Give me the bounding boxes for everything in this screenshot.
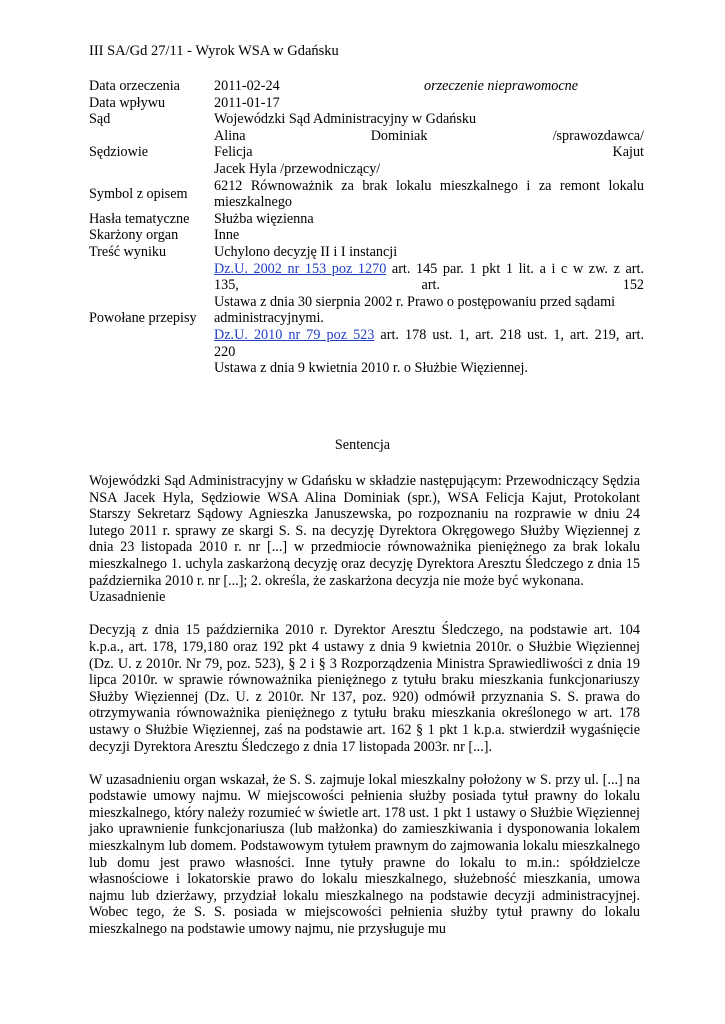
court-value: Wojewódzki Sąd Administracyjny w Gdańsku — [214, 111, 477, 128]
body-paragraph-3: W uzasadnieniu organ wskazał, że S. S. zajmuje lokal mieszkalny położony w S. przy ul. [...] na podstawie umowy najmu. W miejscowości pełnienia służby posiada tytuł prawny do lokalu mieszkalnego, który należy rozumieć w świetle art. 178 ust. 1 pkt 1 ustawy o Służbie Więziennej jako uprawnienie funkcjonariusza (lub małżonka) do zamieszkiwania i dysponowania lokalem mieszkalnym lub domem. Podstawowym tytułem prawnym do zajmowania lokalu mieszkalnego lub domu jest prawo własności. Inne tytuły prawne do lokalu to m.in.: spółdzielcze własnościowe i lokatorskie prawo do lokalu mieszkalnego, służebność mieszkania, umowa najmu lub dzierżawy, przydział lokalu mieszkalnego na podstawie decyzji administracyjnej. Wobec tego, że S. S. posiada w miejscowości pełnienia służby tytuł prawny do lokalu mieszkalnego na podstawie umowy najmu, nie przysługuje mu — [89, 771, 640, 938]
judge-line-1: Alina Dominiak /sprawozdawca/ — [214, 127, 644, 144]
case-metadata-table — [84, 78, 646, 377]
ref2-line: Dz.U. 2010 nr 79 poz 523 art. 178 ust. 1, art. 218 ust. 1, art. 219, art. — [214, 326, 644, 343]
judge-line-3: Jacek Hyla /przewodniczący/ — [214, 160, 381, 177]
organ-value: Inne — [214, 227, 240, 244]
ref1-line: Dz.U. 2002 nr 153 poz 1270 art. 145 par. 1 pkt 1 lit. a i c w zw. z art. — [214, 260, 645, 277]
ref1-line-2: 135, art. 152 — [214, 277, 644, 294]
section-title-sentencja: Sentencja — [334, 437, 391, 453]
refs-label: Powołane przepisy — [89, 310, 197, 327]
court-label: Sąd — [89, 111, 111, 128]
judges-label: Sędziowie — [89, 144, 149, 161]
body-paragraph-2: Decyzją z dnia 15 października 2010 r. Dyrektor Aresztu Śledczego, na podstawie art. 104 k.p.a., art. 178, 179,180 oraz 192 pkt 4 ustawy z dnia 9 kwietnia 2010r. o Służbie Więziennej (Dz. U. z 2010r. Nr 79, poz. 523), § 2 i § 3 Rozporządzenia Ministra Sprawiedliwości z dnia 19 lipca 2010r. w sprawie równoważnika pieniężnego z tytułu braku mieszkania funkcjonariuszy Służby Więziennej (Dz. U. z 2010r. Nr 137, poz. 920) odmówił przyznania S. S. prawa do otrzymywania równoważnika pieniężnego z tytułu braku mieszkania określonego w art. 178 ustawy o Służbie Więziennej, zaś na podstawie art. 162 § 1 pkt 1 k.p.a. stwierdził wygaśnięcie decyzji Dyrektora Aresztu Śledczego z dnia 17 listopada 2003r. nr [...]. — [89, 622, 640, 755]
ref2-continuation: 220 — [214, 343, 236, 360]
ref1-description: Ustawa z dnia 30 sierpnia 2002 r. Prawo o postępowaniu przed sądami administracyjnymi. — [214, 293, 616, 327]
meta-row-refs — [84, 261, 646, 377]
sentence-paragraph: Wojewódzki Sąd Administracyjny w Gdańsku w składzie następującym: Przewodniczący Sędzia NSA Jacek Hyla, Sędziowie WSA Alina Dominiak (spr.), WSA Felicja Kajut, Protokolant Starszy Sekretarz Sądowy Agnieszka Januszewska, po rozpoznaniu na rozprawie w dniu 24 lutego 2011 r. sprawy ze skargi S. S. na decyzję Dyrektora Okręgowego Służby Więziennej z dnia 23 listopada 2010 r. nr [...] w przedmiocie równoważnika pieniężnego za brak lokalu mieszkalnego 1. uchyla zaskarżoną decyzję oraz decyzję Dyrektora Aresztu Śledczego z dnia 15 października 2010 r. nr [...]; 2. określa, że zaskarżona decyzja nie może być wykonana. — [89, 473, 640, 589]
ref2-description: Ustawa z dnia 9 kwietnia 2010 r. o Służbie Więziennej. — [214, 360, 528, 377]
topics-label: Hasła tematyczne — [89, 210, 190, 227]
meta-row-symbol — [84, 178, 646, 211]
meta-row-court — [84, 111, 646, 128]
document-title: III SA/Gd 27/11 - Wyrok WSA w Gdańsku — [89, 43, 339, 59]
ref2-link[interactable]: Dz.U. 2010 nr 79 poz 523 — [214, 326, 375, 343]
document-body — [89, 473, 640, 938]
received-value: 2011-01-17 — [214, 94, 280, 111]
ref1-link[interactable]: Dz.U. 2002 nr 153 poz 1270 — [214, 260, 387, 277]
meta-row-topics — [84, 211, 646, 228]
meta-row-result — [84, 244, 646, 261]
meta-row-received — [84, 95, 646, 112]
date-label: Data orzeczenia — [89, 78, 180, 94]
received-label: Data wpływu — [89, 94, 166, 111]
topics-value: Służba więzienna — [214, 210, 314, 227]
symbol-value: 6212 Równoważnik za brak lokalu mieszkalnego i za remont lokalu mieszkalnego — [214, 177, 644, 211]
date-value: 2011-02-24 — [214, 78, 280, 94]
justification-heading: Uzasadnienie — [89, 589, 166, 606]
judge-line-2: Felicja Kajut — [214, 144, 644, 161]
result-label: Treść wyniku — [89, 243, 167, 260]
status-note: orzeczenie nieprawomocne — [424, 78, 579, 94]
organ-label: Skarżony organ — [89, 227, 179, 244]
meta-row-organ — [84, 227, 646, 244]
symbol-label: Symbol z opisem — [89, 185, 188, 202]
meta-row-judges — [84, 128, 646, 178]
meta-row-date — [84, 78, 646, 95]
result-value: Uchylono decyzję II i I instancji — [214, 243, 398, 260]
